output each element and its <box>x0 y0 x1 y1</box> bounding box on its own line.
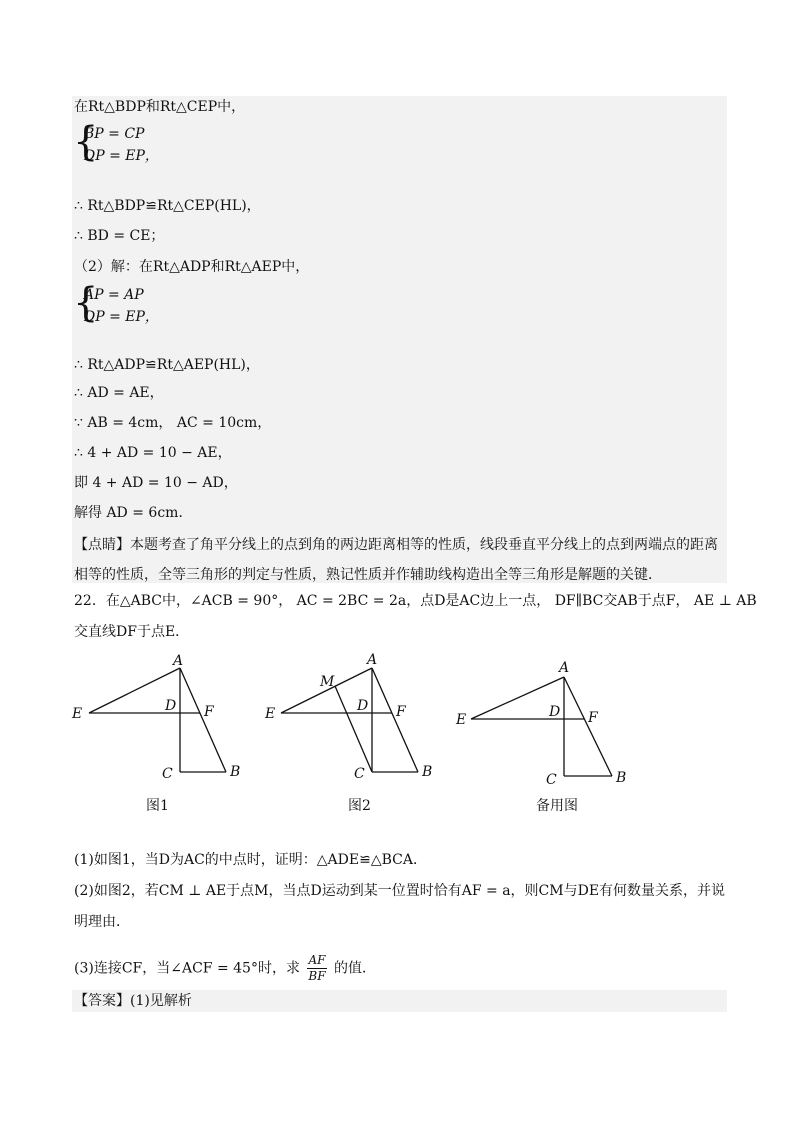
fig1-label-E: E <box>72 706 83 722</box>
fig1-label-D: D <box>165 698 177 714</box>
solution-line-6: ∴ AD = AE， <box>74 385 164 401</box>
fig2-label-M: M <box>320 674 335 690</box>
fig1-label-B: B <box>230 764 241 780</box>
system-1-eq-b: DP = EP， <box>84 148 159 164</box>
solution-line-1: 在Rt△BDP和Rt△CEP中， <box>74 99 246 115</box>
question-3-text-b: 的值． <box>334 960 377 977</box>
system-2-eq-a: AP = AP <box>84 287 144 303</box>
fig1-label-F: F <box>204 704 214 720</box>
system-1-eq-a: BP = CP <box>84 126 145 142</box>
comment-paragraph: 【点睛】本题考查了角平分线上的点到角的两边距离相等的性质，线段垂直平分线上的点到两端点的距离相等的性质，全等三角形的判定与性质，熟记性质并作辅助线构造出全等三角形是解题的关键． <box>74 537 718 583</box>
fig1-caption: 图1 <box>146 798 169 814</box>
fig3-label-D: D <box>549 704 561 720</box>
fig2-label-E: E <box>265 706 276 722</box>
brace-1: { <box>73 119 99 165</box>
question-2-line-b: 明理由． <box>74 914 130 930</box>
fig3-label-B: B <box>616 770 627 786</box>
fig3-label-E: E <box>456 712 467 728</box>
solution-line-3: ∴ BD = CE； <box>74 228 165 244</box>
fig3-label-A: A <box>559 660 570 676</box>
fig2-label-D: D <box>357 698 369 714</box>
fig3-label-F: F <box>588 710 598 726</box>
solution-line-10: 解得 AD = 6cm． <box>74 505 193 521</box>
fig2-label-C: C <box>354 766 365 782</box>
question-1: (1)如图1，当D为AC的中点时，证明：△ADE≌△BCA． <box>74 852 427 868</box>
solution-line-5: ∴ Rt△ADP≌Rt△AEP(HL)， <box>74 357 260 373</box>
problem-line-2: 交直线DF于点E． <box>74 624 190 640</box>
fig2-label-A: A <box>367 652 378 668</box>
fig1-label-C: C <box>162 766 173 782</box>
question-3 <box>74 953 376 984</box>
answer-line: 【答案】(1)见解析 <box>74 993 192 1009</box>
fig3-caption: 备用图 <box>536 798 578 814</box>
geometry-figures <box>0 650 800 850</box>
fraction-denominator: BF <box>308 969 326 983</box>
solution-line-2: ∴ Rt△BDP≌Rt△CEP(HL)， <box>74 198 261 214</box>
fig2-caption: 图2 <box>348 798 371 814</box>
question-3-text-a: (3)连接CF，当∠ACF = 45°时，求 <box>74 960 300 977</box>
fig1-label-A: A <box>173 653 184 669</box>
fraction <box>307 953 326 984</box>
system-2-eq-b: DP = EP， <box>84 309 159 325</box>
solution-line-9: 即 4 + AD = 10 − AD， <box>74 475 238 491</box>
fig2-label-B: B <box>422 764 433 780</box>
solution-line-8: ∴ 4 + AD = 10 − AE， <box>74 445 232 461</box>
solution-line-4: （2）解：在Rt△ADP和Rt△AEP中， <box>74 259 310 275</box>
fig3-label-C: C <box>546 772 557 788</box>
fig2-label-F: F <box>396 704 406 720</box>
brace-2: { <box>73 280 99 326</box>
problem-line-1: 22．在△ABC中，∠ACB = 90°， AC = 2BC = 2a，点D是AC边上一点， DF∥BC交AB于点F， AE ⊥ AB <box>74 593 757 609</box>
question-2-line-a: (2)如图2，若CM ⊥ AE于点M，当点D运动到某一位置时恰有AF = a，则CM与DE有何数量关系，并说 <box>74 883 726 899</box>
solution-line-7: ∵ AB = 4cm， AC = 10cm， <box>74 415 272 431</box>
fraction-numerator: AF <box>308 953 326 967</box>
